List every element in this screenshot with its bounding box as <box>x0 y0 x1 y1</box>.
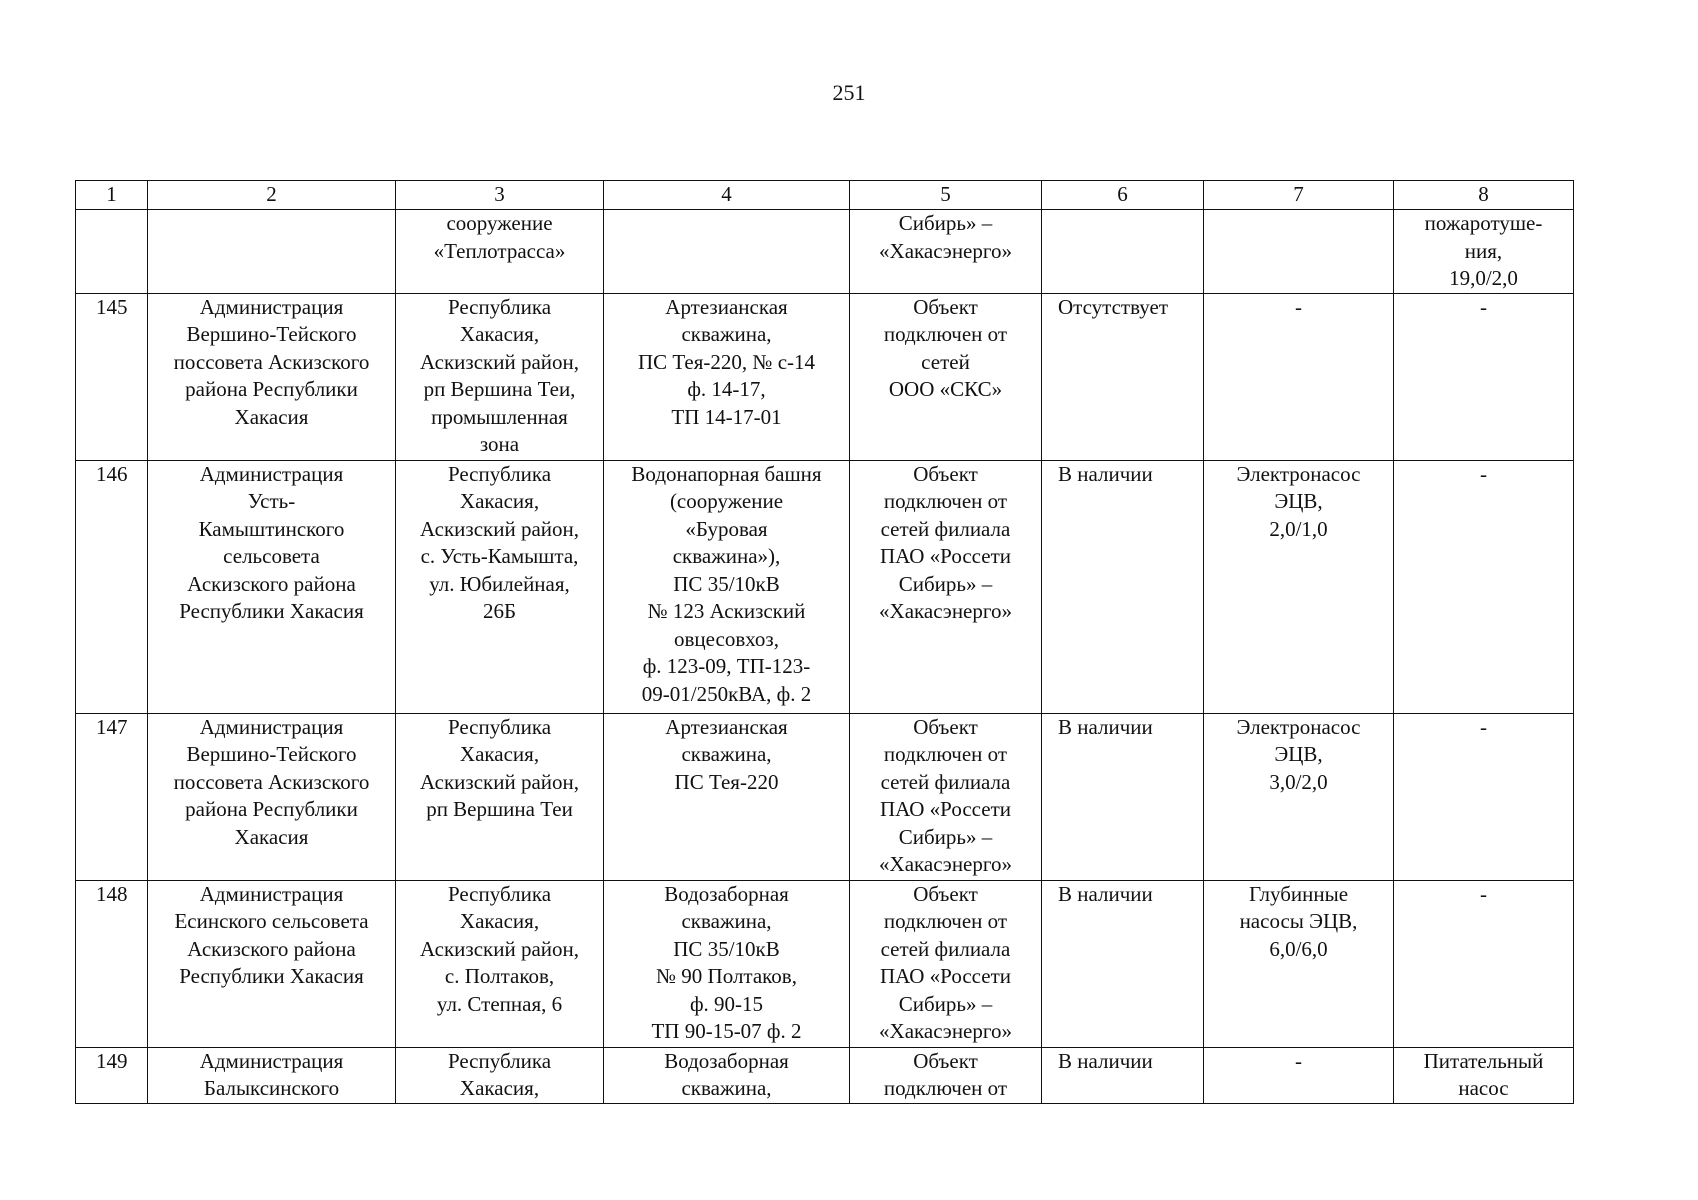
power-source-cell <box>850 880 1042 1047</box>
cell-text-line: района Республики <box>185 377 358 401</box>
cell-text-line: «Хакасэнерго» <box>879 238 1012 263</box>
pump-cell <box>1204 293 1394 460</box>
availability-cell <box>1042 713 1204 880</box>
cell-text-line: «Хакасэнерго» <box>879 599 1012 623</box>
row-number-cell <box>76 1047 148 1103</box>
cell-text-line: Объект <box>913 881 978 906</box>
cell-text-line: Хакасия, <box>459 322 540 346</box>
cell-text-line: Администрация <box>199 881 344 906</box>
cell-text-line: сетей филиала <box>880 516 1011 541</box>
cell-text-line: В наличии <box>1058 881 1153 906</box>
cell-text-line: Водозаборная <box>664 881 789 906</box>
cell-text-line: Водонапорная башня <box>631 461 822 486</box>
address-cell <box>396 460 604 713</box>
cell-text-line: скважина, <box>681 1076 772 1100</box>
column-header: 4 <box>604 181 850 210</box>
cell-text-line: «Хакасэнерго» <box>879 1019 1012 1043</box>
cell-text-line: сетей филиала <box>880 769 1011 794</box>
availability-cell <box>1042 880 1204 1047</box>
cell-text-line: насосы ЭЦВ, <box>1239 909 1358 933</box>
cell-text-line: зона <box>479 432 520 456</box>
pump-cell <box>1204 1047 1394 1103</box>
cell-text-line: Глубинные <box>1248 881 1349 906</box>
cell-text-line: - <box>1295 1048 1302 1073</box>
fire-pump-cell <box>1394 880 1574 1047</box>
cell-text-line: Хакасия, <box>459 742 540 766</box>
table-row <box>76 210 1574 294</box>
cell-text-line: ПС 35/10кВ <box>673 571 780 596</box>
table-row <box>76 293 1574 460</box>
cell-text-line: Отсутствует <box>1058 294 1168 319</box>
cell-text-line: скважина, <box>681 909 772 933</box>
cell-text-line: подключен от <box>883 322 1008 346</box>
table-row <box>76 713 1574 880</box>
cell-text-line: 09-01/250кВА, ф. 2 <box>641 681 812 706</box>
cell-text-line: с. Усть-Камышта, <box>420 544 579 568</box>
cell-text-line: 148 <box>96 881 128 906</box>
cell-text-line: - <box>1480 714 1487 739</box>
column-header: 2 <box>148 181 396 210</box>
administration-cell <box>148 1047 396 1103</box>
cell-text-line: подключен от <box>883 489 1008 513</box>
cell-text-line: ф. 123-09, ТП-123- <box>642 654 811 678</box>
cell-text-line: 149 <box>96 1048 128 1073</box>
cell-text-line: ПС Тея-220, № с-14 <box>637 349 816 374</box>
availability-cell <box>1042 460 1204 713</box>
cell-text-line: с. Полтаков, <box>444 964 555 988</box>
cell-text-line: «Буровая <box>685 516 768 541</box>
power-source-cell <box>850 713 1042 880</box>
cell-text-line: Есинского сельсовета <box>174 909 369 933</box>
cell-text-line: сооружение <box>446 211 553 235</box>
cell-text-line: сетей <box>921 349 970 374</box>
cell-text-line: района Республики <box>185 797 358 821</box>
row-number-cell <box>76 880 148 1047</box>
cell-text-line: подключен от <box>883 909 1008 933</box>
cell-text-line: Аскизского района <box>187 571 356 596</box>
cell-text-line: подключен от <box>883 742 1008 766</box>
cell-text-line: Республика <box>447 881 552 906</box>
cell-text-line: Объект <box>913 461 978 486</box>
cell-text-line: - <box>1480 461 1487 486</box>
row-number-cell <box>76 210 148 294</box>
cell-text-line: Республика <box>447 294 552 319</box>
pump-cell <box>1204 210 1394 294</box>
cell-text-line: Водозаборная <box>664 1048 789 1073</box>
power-source-cell <box>850 210 1042 294</box>
cell-text-line: скважина, <box>681 322 772 346</box>
cell-text-line: Республика <box>447 461 552 486</box>
cell-text-line: Электронасос <box>1236 461 1361 486</box>
cell-text-line: рп Вершина Теи <box>426 797 573 821</box>
facility-cell <box>604 880 850 1047</box>
cell-text-line: ПАО «Россети <box>879 544 1011 568</box>
cell-text-line: Сибирь» – <box>898 211 993 235</box>
cell-text-line: Республика <box>447 714 552 739</box>
cell-text-line: Хакасия <box>234 824 309 849</box>
cell-text-line: Администрация <box>199 461 344 486</box>
facility-cell <box>604 1047 850 1103</box>
cell-text-line: ПАО «Россети <box>879 964 1011 988</box>
cell-text-line: № 123 Аскизский <box>647 599 806 623</box>
cell-text-line: 147 <box>96 714 128 739</box>
cell-text-line: Администрация <box>199 294 344 319</box>
cell-text-line: - <box>1295 294 1302 319</box>
fire-pump-cell <box>1394 293 1574 460</box>
page-number: 251 <box>832 80 866 105</box>
cell-text-line: Аскизский район, <box>420 936 579 961</box>
column-header: 1 <box>76 181 148 210</box>
table-row <box>76 460 1574 713</box>
cell-text-line: Аскизский район, <box>420 516 579 541</box>
cell-text-line: Администрация <box>199 1048 344 1073</box>
administration-cell <box>148 713 396 880</box>
cell-text-line: - <box>1480 294 1487 319</box>
cell-text-line: Вершино-Тейского <box>186 742 357 766</box>
cell-text-line: Электронасос <box>1236 714 1361 739</box>
cell-text-line: Республики Хакасия <box>179 964 364 988</box>
cell-text-line: В наличии <box>1058 1048 1153 1073</box>
address-cell <box>396 713 604 880</box>
cell-text-line: 6,0/6,0 <box>1269 936 1328 961</box>
cell-text-line: Артезианская <box>665 294 788 319</box>
cell-text-line: (сооружение <box>669 489 784 513</box>
cell-text-line: Объект <box>913 1048 978 1073</box>
cell-text-line: В наличии <box>1058 714 1153 739</box>
table-row <box>76 1047 1574 1103</box>
cell-text-line: ф. 14-17, <box>687 377 766 401</box>
facility-cell <box>604 713 850 880</box>
cell-text-line: В наличии <box>1058 461 1153 486</box>
facility-cell <box>604 293 850 460</box>
cell-text-line: Хакасия, <box>459 489 540 513</box>
cell-text-line: ния, <box>1464 238 1503 263</box>
cell-text-line: Сибирь» – <box>898 571 993 596</box>
column-header: 8 <box>1394 181 1574 210</box>
administration-cell <box>148 460 396 713</box>
cell-text-line: подключен от <box>883 1076 1008 1100</box>
pump-cell <box>1204 460 1394 713</box>
cell-text-line: ЭЦВ, <box>1274 742 1323 766</box>
availability-cell <box>1042 210 1204 294</box>
cell-text-line: Артезианская <box>665 714 788 739</box>
cell-text-line: 26Б <box>482 599 517 623</box>
cell-text-line: Хакасия, <box>459 1076 540 1100</box>
cell-text-line: насос <box>1458 1076 1509 1100</box>
cell-text-line: Аскизский район, <box>420 349 579 374</box>
address-cell <box>396 1047 604 1103</box>
table-row <box>76 880 1574 1047</box>
cell-text-line: пожаротуше- <box>1424 211 1543 235</box>
cell-text-line: ПАО «Россети <box>879 797 1011 821</box>
cell-text-line: Вершино-Тейского <box>186 322 357 346</box>
cell-text-line: рп Вершина Теи, <box>423 377 576 401</box>
power-source-cell <box>850 460 1042 713</box>
cell-text-line: 146 <box>96 461 128 486</box>
facility-cell <box>604 210 850 294</box>
address-cell <box>396 293 604 460</box>
cell-text-line: ПС Тея-220 <box>674 769 779 794</box>
cell-text-line: Объект <box>913 294 978 319</box>
fire-pump-cell <box>1394 210 1574 294</box>
cell-text-line: поссовета Аскизского <box>173 769 370 794</box>
cell-text-line: Республики Хакасия <box>179 599 364 623</box>
administration-cell <box>148 880 396 1047</box>
cell-text-line: ПС 35/10кВ <box>673 936 780 961</box>
address-cell <box>396 880 604 1047</box>
cell-text-line: ЭЦВ, <box>1274 489 1323 513</box>
cell-text-line: Хакасия, <box>459 909 540 933</box>
administration-cell <box>148 210 396 294</box>
cell-text-line: 19,0/2,0 <box>1449 266 1518 290</box>
column-header: 6 <box>1042 181 1204 210</box>
cell-text-line: Администрация <box>199 714 344 739</box>
cell-text-line: 2,0/1,0 <box>1269 516 1328 541</box>
cell-text-line: ул. Степная, 6 <box>436 991 563 1016</box>
cell-text-line: Сибирь» – <box>898 824 993 849</box>
cell-text-line: Сибирь» – <box>898 991 993 1016</box>
cell-text-line: овцесовхоз, <box>674 626 779 651</box>
power-source-cell <box>850 293 1042 460</box>
cell-text-line: - <box>1480 881 1487 906</box>
cell-text-line: 3,0/2,0 <box>1269 769 1328 794</box>
availability-cell <box>1042 1047 1204 1103</box>
cell-text-line: Усть- <box>247 489 296 513</box>
address-cell <box>396 210 604 294</box>
cell-text-line: «Теплотрасса» <box>433 238 566 263</box>
pump-cell <box>1204 713 1394 880</box>
power-source-cell <box>850 1047 1042 1103</box>
cell-text-line: ТП 90-15-07 ф. 2 <box>651 1019 802 1043</box>
column-header: 3 <box>396 181 604 210</box>
facility-cell <box>604 460 850 713</box>
row-number-cell <box>76 460 148 713</box>
pump-cell <box>1204 880 1394 1047</box>
cell-text-line: промышленная <box>431 404 568 429</box>
cell-text-line: сетей филиала <box>880 936 1011 961</box>
column-number-row <box>76 181 1574 210</box>
row-number-cell <box>76 293 148 460</box>
cell-text-line: Питательный <box>1423 1048 1544 1073</box>
cell-text-line: ООО «СКС» <box>888 377 1003 401</box>
availability-cell <box>1042 293 1204 460</box>
fire-pump-cell <box>1394 713 1574 880</box>
column-header: 5 <box>850 181 1042 210</box>
fire-pump-cell <box>1394 1047 1574 1103</box>
cell-text-line: Камыштинского <box>198 516 345 541</box>
fire-pump-cell <box>1394 460 1574 713</box>
cell-text-line: ул. Юбилейная, <box>429 571 570 596</box>
cell-text-line: поссовета Аскизского <box>173 349 370 374</box>
cell-text-line: ТП 14-17-01 <box>671 404 782 429</box>
cell-text-line: Аскизский район, <box>420 769 579 794</box>
column-header: 7 <box>1204 181 1394 210</box>
administration-cell <box>148 293 396 460</box>
cell-text-line: Республика <box>447 1048 552 1073</box>
cell-text-line: Аскизского района <box>187 936 356 961</box>
cell-text-line: скважина»), <box>672 544 781 568</box>
cell-text-line: Объект <box>913 714 978 739</box>
cell-text-line: скважина, <box>681 742 772 766</box>
cell-text-line: № 90 Полтаков, <box>656 964 797 988</box>
cell-text-line: ф. 90-15 <box>689 991 764 1016</box>
cell-text-line: Балыксинского <box>203 1076 340 1100</box>
cell-text-line: «Хакасэнерго» <box>879 852 1012 876</box>
cell-text-line: сельсовета <box>223 544 320 568</box>
cell-text-line: Хакасия <box>234 404 309 429</box>
cell-text-line: 145 <box>96 294 128 319</box>
row-number-cell <box>76 713 148 880</box>
facilities-table <box>75 180 1574 1104</box>
